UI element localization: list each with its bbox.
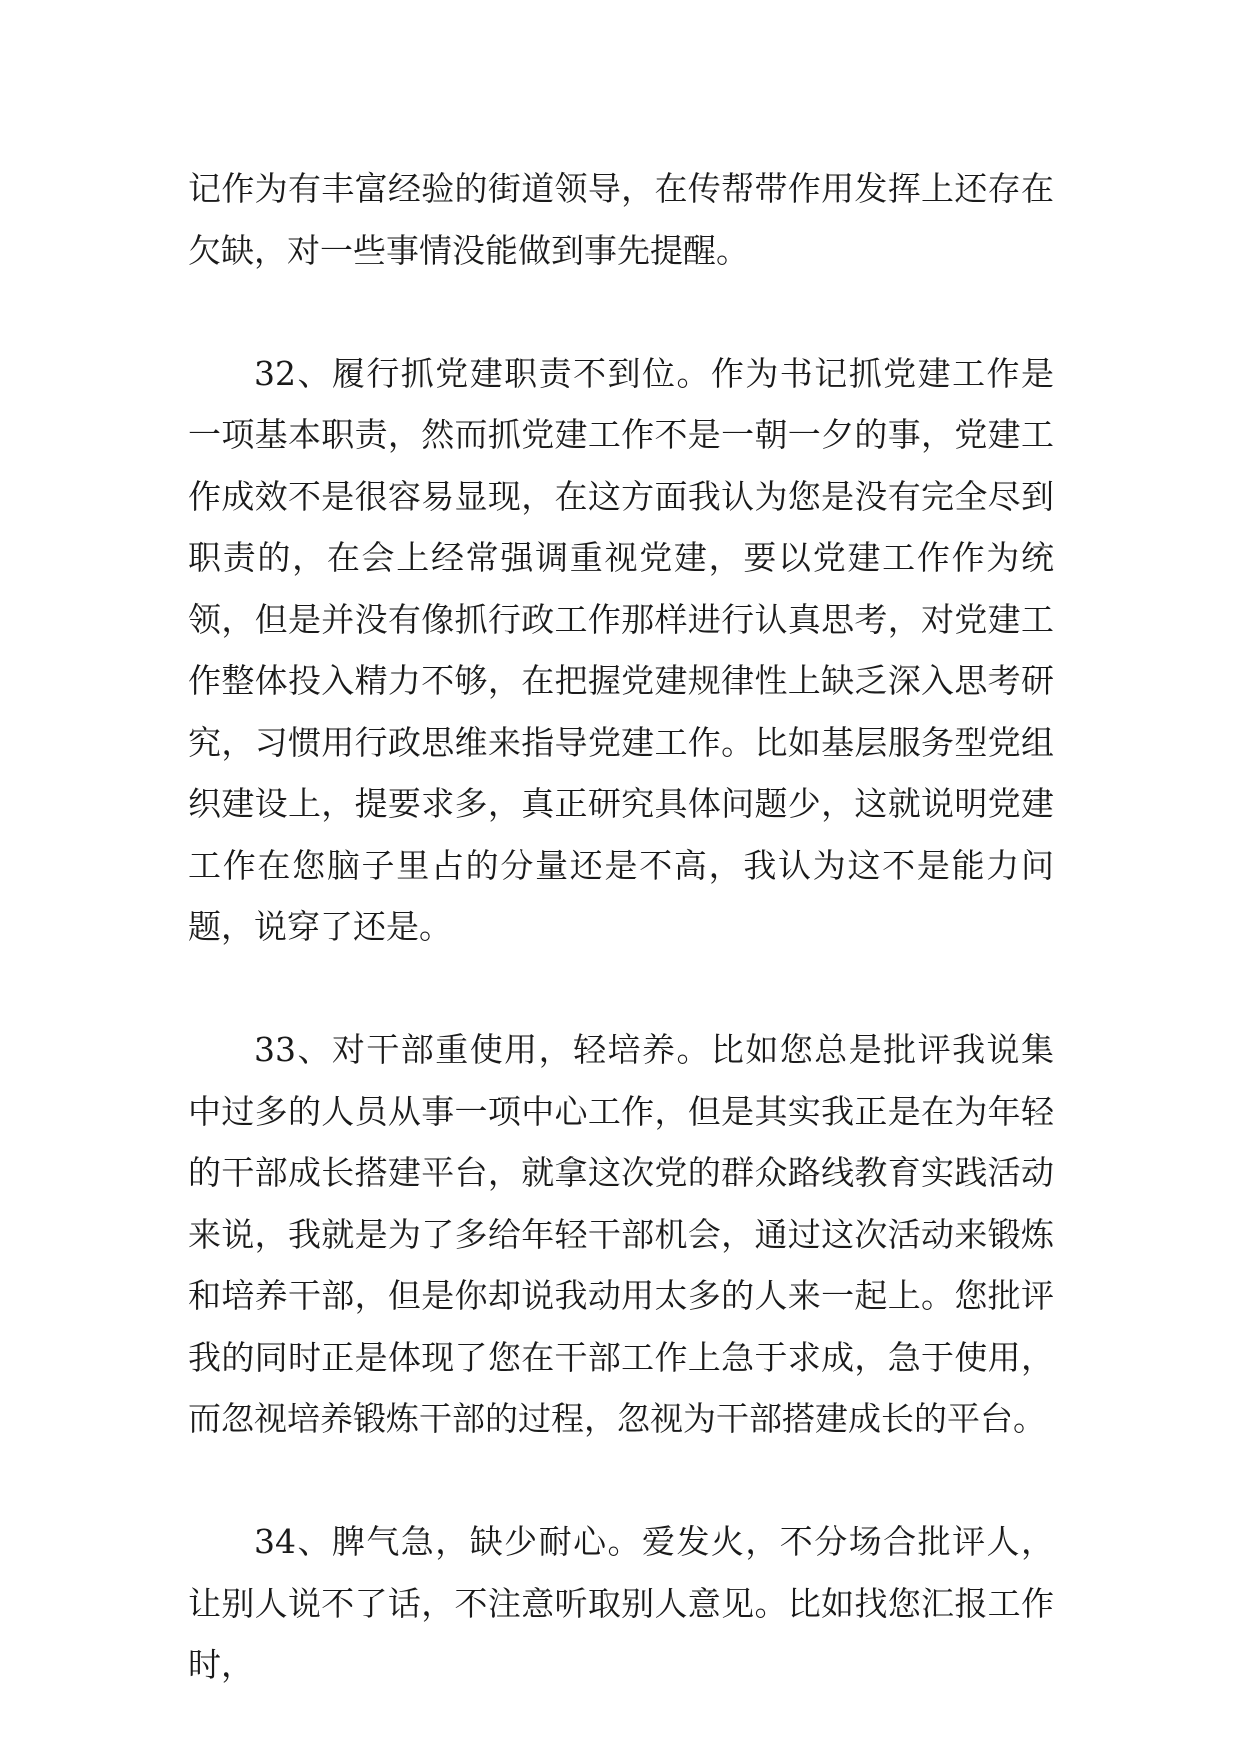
paragraph-item-33: 33、对干部重使用，轻培养。比如您总是批评我说集中过多的人员从事一项中心工作，但是其实我正是在为年轻的干部成长搭建平台，就拿这次党的群众路线教育实践活动来说，我就是为了多给年轻干部机会，通过这次活动来锻炼和培养干部，但是你却说我动用太多的人来一起上。您批评我的同时正是体现了您在干部工作上急于求成，急于使用，而忽视培养锻炼干部的过程，忽视为干部搭建成长的平台。 [188, 1030, 1054, 1438]
paragraph-spacer [188, 281, 1054, 343]
body-text [188, 158, 1054, 1696]
paragraph-spacer [188, 958, 1054, 1020]
paragraph-spacer [188, 1450, 1054, 1512]
paragraph-item-34: 34、脾气急，缺少耐心。爱发火，不分场合批评人，让别人说不了话，不注意听取别人意见。比如找您汇报工作时， [188, 1522, 1054, 1684]
paragraph-continued: 记作为有丰富经验的街道领导，在传帮带作用发挥上还存在欠缺，对一些事情没能做到事先提醒。 [188, 169, 1054, 270]
paragraph-item-32: 32、履行抓党建职责不到位。作为书记抓党建工作是一项基本职责，然而抓党建工作不是一朝一夕的事，党建工作成效不是很容易显现，在这方面我认为您是没有完全尽到职责的，在会上经常强调重视党建，要以党建工作作为统领，但是并没有像抓行政工作那样进行认真思考，对党建工作整体投入精力不够，在把握党建规律性上缺乏深入思考研究，习惯用行政思维来指导党建工作。比如基层服务型党组织建设上，提要求多，真正研究具体问题少，这就说明党建工作在您脑子里占的分量还是不高，我认为这不是能力问题，说穿了还是。 [188, 353, 1054, 946]
